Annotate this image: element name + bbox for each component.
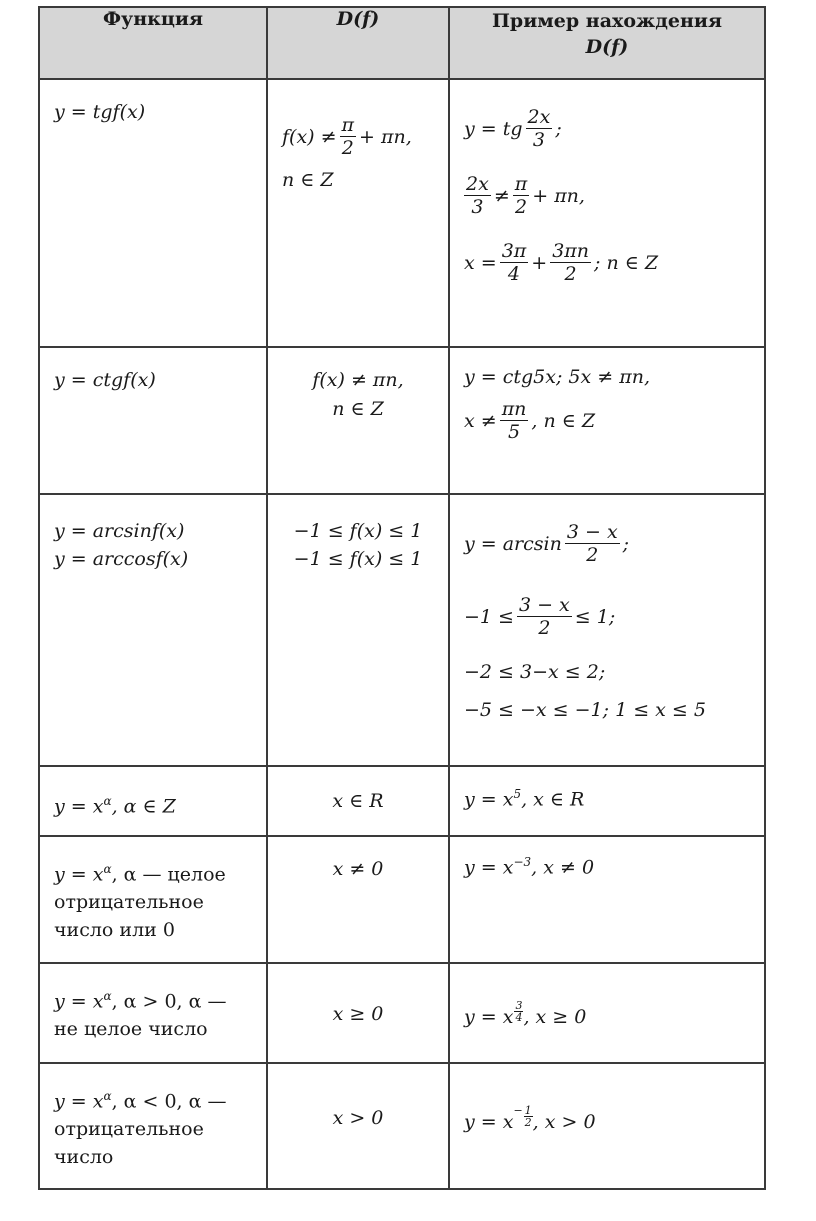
table-row [39, 836, 765, 963]
function-cell: $y = x^\alpha$, α — целое отрицательное число или 0 [39, 836, 267, 963]
header-example: Пример нахождения D(f) [449, 7, 765, 79]
domain-cell: x ≠ 0 [267, 836, 449, 963]
function-cell: y = arcsinf(x) y = arccosf(x) [39, 494, 267, 766]
table-row [39, 963, 765, 1063]
table-row [39, 494, 765, 766]
domain-cell: f(x) ≠ πn, n ∈ Z [267, 347, 449, 494]
example-cell: $y = x^{-3}$, x ≠ 0 [449, 836, 765, 963]
domain-cell: x > 0 [267, 1063, 449, 1189]
function-cell: $y = x^\alpha$, α ∈ Z [39, 766, 267, 836]
domain-table [38, 6, 766, 1190]
table-row [39, 766, 765, 836]
header-function: Функция [39, 7, 267, 79]
domain-cell: −1 ≤ f(x) ≤ 1 −1 ≤ f(x) ≤ 1 [267, 494, 449, 766]
function-cell: $y = x^\alpha$, α < 0, α — отрицательное число [39, 1063, 267, 1189]
header-row [39, 7, 765, 79]
example-cell: y = x− $\frac{1}{2}$ , x > 0 [449, 1063, 765, 1189]
table-row [39, 79, 765, 347]
table-row [39, 1063, 765, 1189]
example-cell: y = ctg5x; 5x ≠ πn, x ≠ $\frac{\pi n}{5}$ , n ∈ Z [449, 347, 765, 494]
example-cell: y = arcsin $\frac{3 - x}{2}$ ; −1 ≤ $\frac{3 - x}{2}$ ≤ 1; −2 ≤ 3−x ≤ 2; −5 ≤ −x ≤ −1; 1 ≤ x ≤ 5 [449, 494, 765, 766]
function-cell: y = ctgf(x) [39, 347, 267, 494]
example-cell: y = tg $\frac{2x}{3}$ ; $\frac{2x}{3}$ ≠ $\frac{\pi}{2}$ + πn, x = $\frac{3\pi}{4}$ + $\frac{3\pi n}{2}$ ; n ∈ Z [449, 79, 765, 347]
example-cell: $y = x^5$, x ∈ R [449, 766, 765, 836]
header-domain: D(f) [267, 7, 449, 79]
domain-cell: x ≥ 0 [267, 963, 449, 1063]
domain-cell: f(x) ≠ $\frac{\pi}{2}$ + πn, n ∈ Z [267, 79, 449, 347]
example-cell: y = x $\frac{3}{4}$ , x ≥ 0 [449, 963, 765, 1063]
function-cell: y = tgf(x) [39, 79, 267, 347]
table-row [39, 347, 765, 494]
function-cell: $y = x^\alpha$, α > 0, α — не целое число [39, 963, 267, 1063]
domain-cell: x ∈ R [267, 766, 449, 836]
